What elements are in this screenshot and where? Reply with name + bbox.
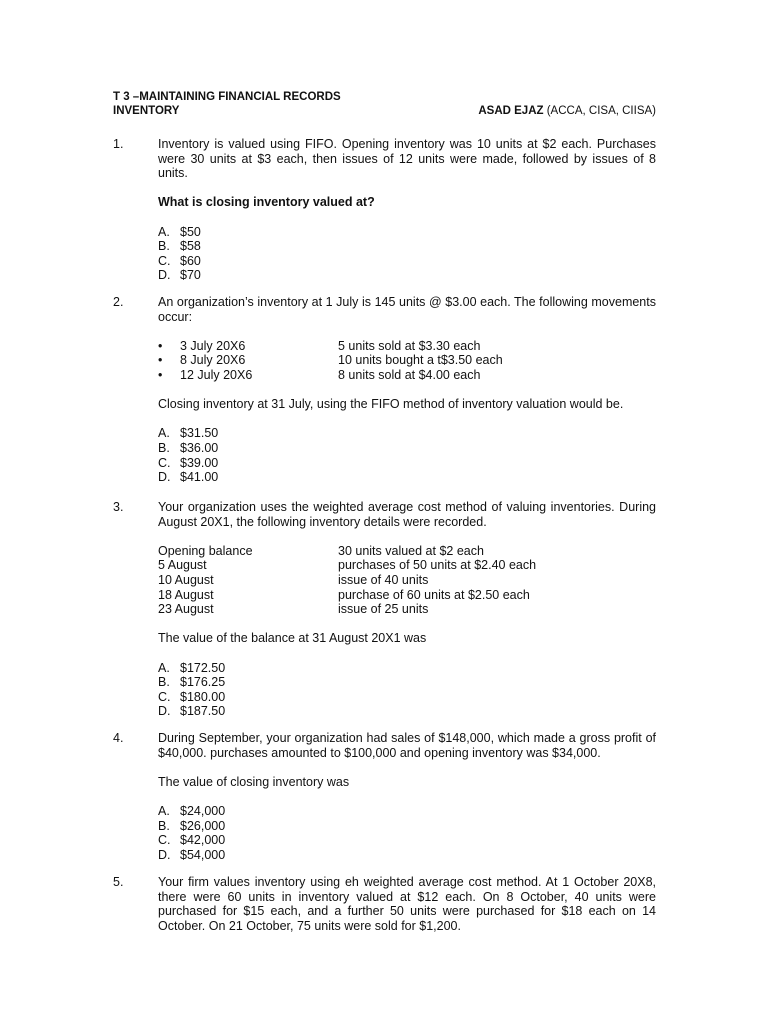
question-text: Your organization uses the weighted average cost method of valuing inventories. During August 20X1, the following inventory details were recorded. bbox=[158, 500, 656, 529]
question-number: 3. bbox=[113, 500, 124, 514]
question-number: 5. bbox=[113, 875, 124, 889]
option-d: D. $70 bbox=[158, 268, 201, 283]
author-name: ASAD EJAZ bbox=[478, 104, 544, 117]
option-d: D. $187.50 bbox=[158, 704, 226, 719]
record-row: 10 August issue of 40 units bbox=[158, 572, 429, 587]
answer-options bbox=[158, 426, 656, 484]
option-c: C. $39.00 bbox=[158, 455, 219, 470]
record-row: 18 August purchase of 60 units at $2.50 each bbox=[158, 587, 530, 602]
option-d: D. $41.00 bbox=[158, 470, 219, 485]
question-prompt: The value of the balance at 31 August 20X1 was bbox=[158, 631, 427, 646]
question-text: Inventory is valued using FIFO. Opening inventory was 10 units at $2 each. Purchases were 30 units at $3 each, then issues of 12 units were made, followed by issues of 8 units. bbox=[158, 137, 656, 181]
question-prompt: The value of closing inventory was bbox=[158, 774, 350, 789]
option-a: A. $24,000 bbox=[158, 803, 226, 818]
movement-row: • 12 July 20X6 8 units sold at $4.00 each bbox=[158, 367, 481, 382]
answer-options bbox=[158, 804, 656, 862]
question-text: An organization’s inventory at 1 July is 145 units @ $3.00 each. The following movements occur: bbox=[158, 295, 656, 324]
option-d: D. $54,000 bbox=[158, 847, 226, 862]
option-a: A. $172.50 bbox=[158, 660, 226, 675]
section-title: INVENTORY bbox=[113, 104, 180, 117]
inventory-records bbox=[158, 544, 656, 617]
author bbox=[478, 105, 656, 119]
record-row: 5 August purchases of 50 units at $2.40 each bbox=[158, 558, 537, 573]
movement-row: • 3 July 20X6 5 units sold at $3.30 each bbox=[158, 338, 481, 353]
bullet-icon: • bbox=[158, 353, 163, 368]
bullet-icon: • bbox=[158, 338, 163, 353]
option-c: C. $60 bbox=[158, 253, 201, 268]
option-b: B. $58 bbox=[158, 239, 201, 254]
course-title: T 3 –MAINTAINING FINANCIAL RECORDS bbox=[113, 91, 341, 103]
option-a: A. $31.50 bbox=[158, 426, 219, 441]
question-number: 4. bbox=[113, 731, 124, 745]
option-c: C. $42,000 bbox=[158, 833, 226, 848]
answer-options bbox=[158, 225, 656, 283]
document-header bbox=[113, 91, 656, 118]
movement-list bbox=[158, 339, 656, 383]
option-b: B. $176.25 bbox=[158, 675, 226, 690]
record-row: Opening balance 30 units valued at $2 each bbox=[158, 543, 484, 558]
question-text: Your firm values inventory using eh weighted average cost method. At 1 October 20X8, there were 60 units in inventory valued at $12 each. On 8 October, 40 units were purchased for $15 each, and a further 50 units were purchased for $18 each on 14 October. On 21 October, 75 units were sold for $1,200. bbox=[158, 875, 656, 933]
option-b: B. $26,000 bbox=[158, 818, 226, 833]
question-number: 2. bbox=[113, 295, 124, 309]
question-prompt: Closing inventory at 31 July, using the FIFO method of inventory valuation would be. bbox=[158, 397, 624, 412]
question-prompt: What is closing inventory valued at? bbox=[158, 195, 375, 210]
option-a: A. $50 bbox=[158, 224, 201, 239]
option-b: B. $36.00 bbox=[158, 440, 219, 455]
option-c: C. $180.00 bbox=[158, 689, 226, 704]
question-text: During September, your organization had sales of $148,000, which made a gross profit of $40,000. purchases amounted to $100,000 and opening inventory was $34,000. bbox=[158, 731, 656, 760]
movement-row: • 8 July 20X6 10 units bought a t$3.50 each bbox=[158, 353, 503, 368]
record-row: 23 August issue of 25 units bbox=[158, 602, 429, 617]
author-credentials: (ACCA, CISA, CIISA) bbox=[543, 104, 656, 117]
answer-options bbox=[158, 661, 656, 719]
bullet-icon: • bbox=[158, 367, 163, 382]
question-number: 1. bbox=[113, 137, 124, 151]
